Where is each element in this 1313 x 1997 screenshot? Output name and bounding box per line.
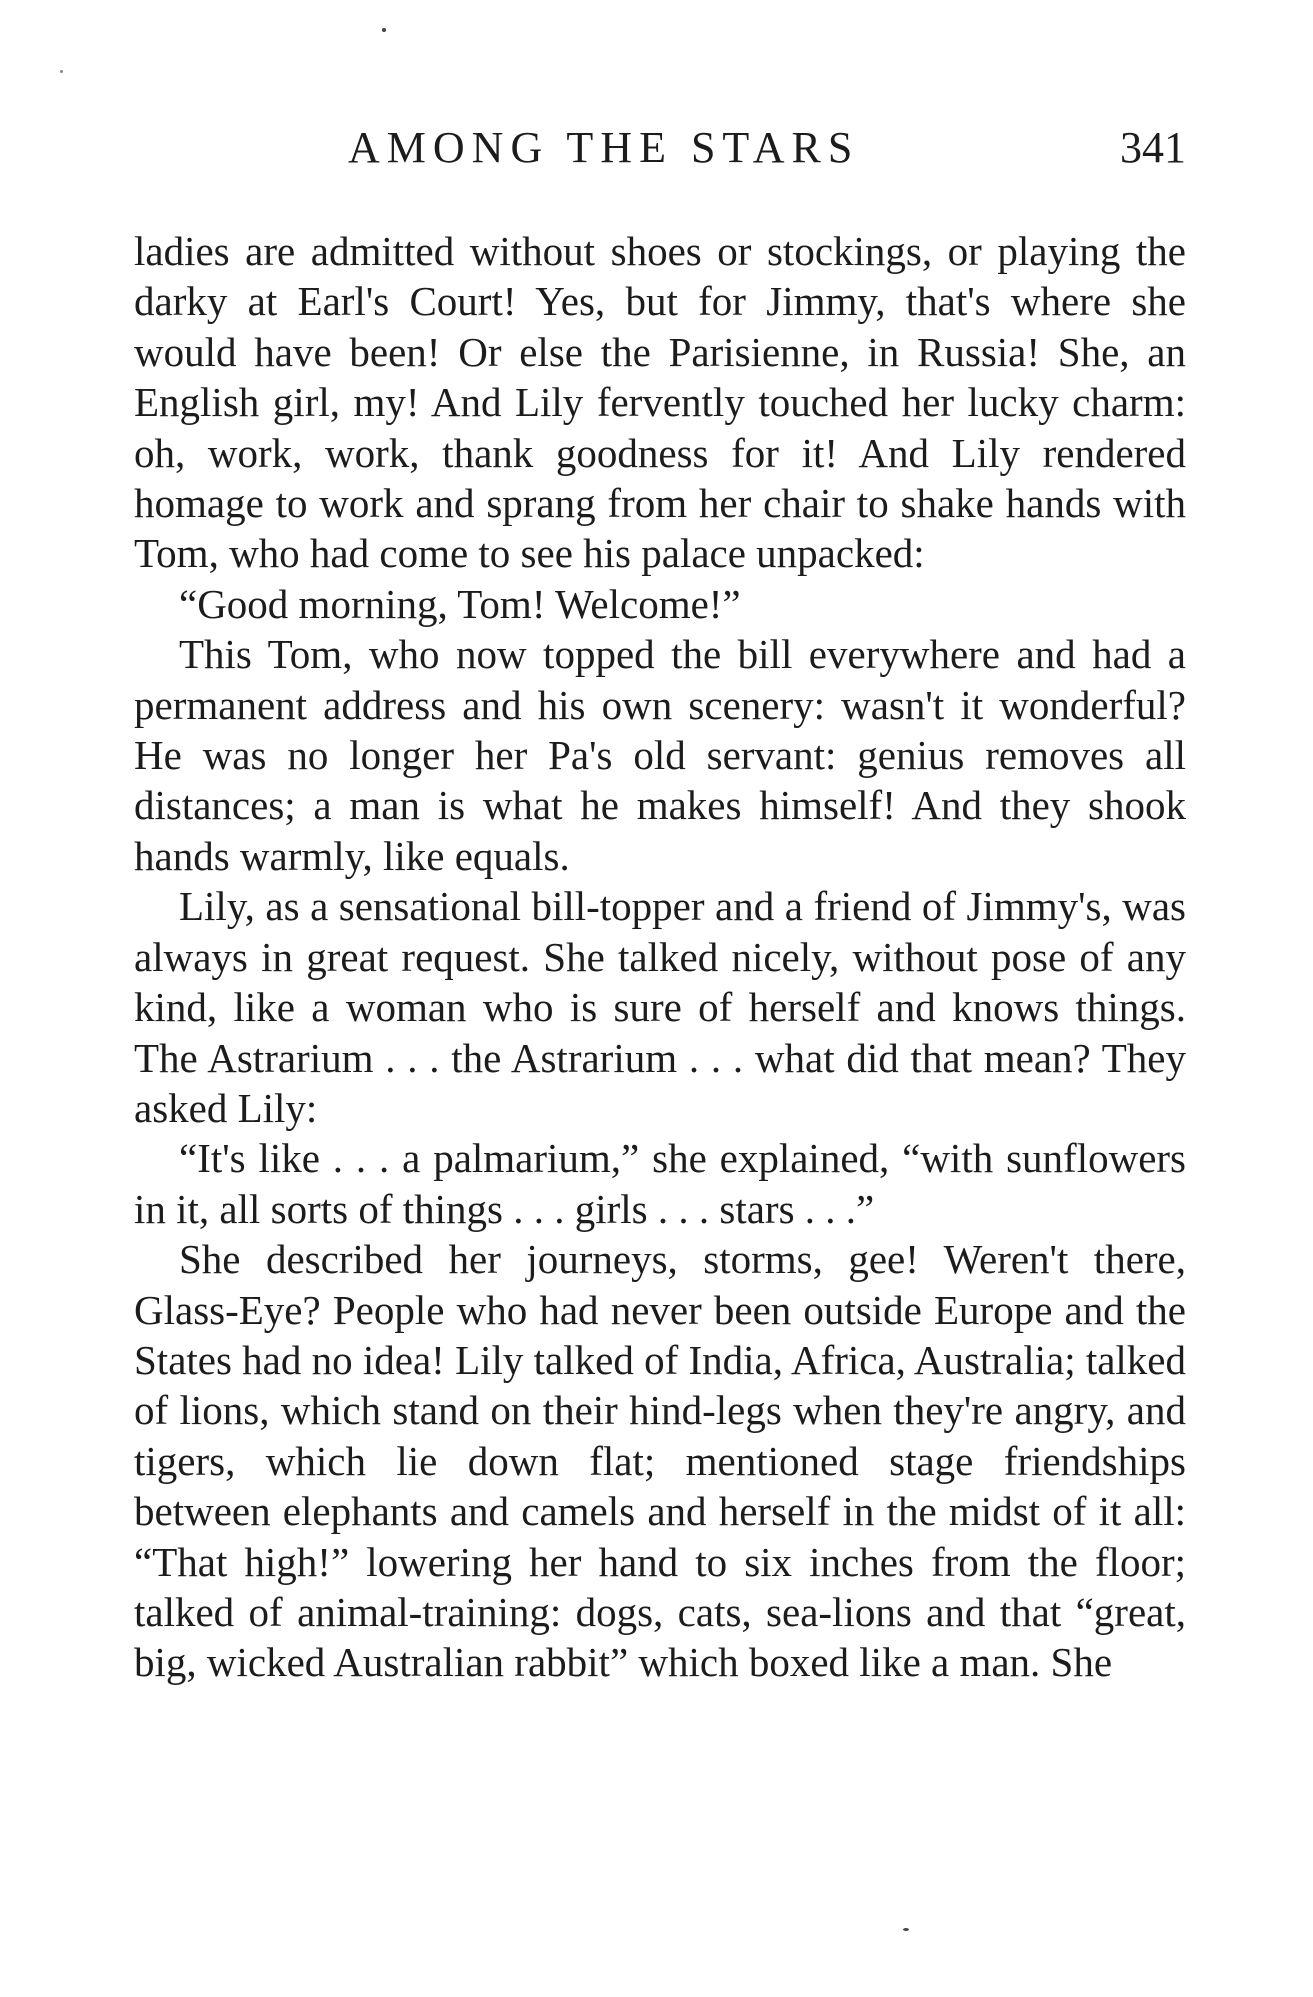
paragraph-journeys: She described her journeys, storms, gee! Weren't there, Glass-Eye? People who had never been outside Europe and the States had no idea! Lily talked of India, Africa, Australia; talked of lions, which stand on their hind-legs when they're angry, and tigers, which lie down flat; mentioned stage friendships between elephants and camels and herself in the midst of it all: “That high!” lowering her hand to six inches from the floor; talked of animal-training: dogs, cats, sea-lions and that “great, big, wicked Australian rabbit” which boxed like a man. She — [134, 1236, 1187, 1686]
paragraph-tom: This Tom, who now topped the bill everywhere and had a permanent address and his own scenery: wasn't it wonderful? He was no longer her Pa's old servant: genius removes all distances; a man is what he makes himself! And they shook hands warmly, like equals. — [134, 631, 1186, 879]
body-text — [134, 226, 1186, 1688]
paragraph-greeting: “Good morning, Tom! Welcome!” — [179, 580, 741, 627]
ink-speck — [903, 1928, 909, 1931]
ink-speck — [60, 70, 63, 73]
paragraph-continuation: ladies are admitted without shoes or stockings, or playing the darky at Earl's Court! Yes, but for Jimmy, that's where she would have been! Or else the Parisienne, in Russia! She, an English girl, my! And Lily fervently touched her lucky charm: oh, work, work, thank goodness for it! And Lily rendered homage to work and sprang from her chair to shake hands with Tom, who had come to see his palace unpacked: — [134, 228, 1186, 577]
paragraph-lily-request: Lily, as a sensational bill-topper and a friend of Jimmy's, was always in great request. She talked nicely, without pose of any kind, like a woman who is sure of herself and knows things. The Astrarium . . . the Astrarium . . . what did that mean? They asked Lily: — [134, 883, 1186, 1131]
paragraph-astrarium-quote: “It's like . . . a palmarium,” she explained, “with sunflowers in it, all sorts of things . . . girls . . . stars . . .” — [134, 1135, 1186, 1232]
running-head: AMONG THE STARS — [348, 123, 860, 172]
page-header — [134, 118, 1186, 178]
page-number: 341 — [1120, 123, 1186, 172]
ink-speck — [382, 28, 386, 32]
